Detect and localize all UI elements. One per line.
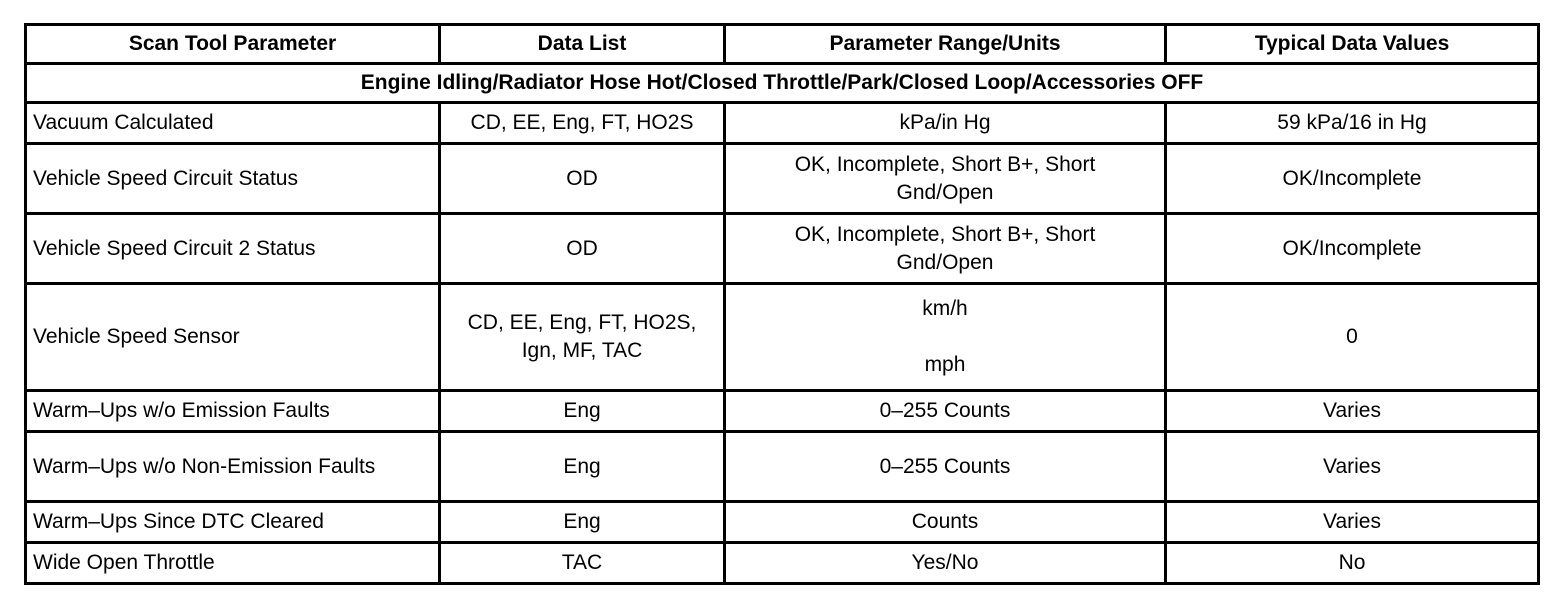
header-typical-data-values: Typical Data Values — [1166, 25, 1539, 64]
header-parameter-range-units: Parameter Range/Units — [725, 25, 1166, 64]
range-cell: 0–255 Counts — [725, 432, 1166, 502]
table-row — [26, 391, 1539, 432]
range-cell: OK, Incomplete, Short B+, Short Gnd/Open — [725, 214, 1166, 284]
data-list-cell: Eng — [440, 502, 725, 543]
table-row — [26, 103, 1539, 144]
range-cell: Counts — [725, 502, 1166, 543]
typical-cell: Varies — [1166, 391, 1539, 432]
range-unit-imperial: mph — [924, 353, 966, 376]
param-cell: Warm–Ups Since DTC Cleared — [26, 502, 440, 543]
param-cell: Vehicle Speed Sensor — [26, 284, 440, 391]
range-cell: 0–255 Counts — [725, 391, 1166, 432]
param-cell: Vacuum Calculated — [26, 103, 440, 144]
range-cell — [725, 284, 1166, 391]
data-list-cell: CD, EE, Eng, FT, HO2S, Ign, MF, TAC — [440, 284, 725, 391]
typical-cell: OK/Incomplete — [1166, 144, 1539, 214]
table-row — [26, 214, 1539, 284]
header-row — [26, 25, 1539, 64]
range-cell: OK, Incomplete, Short B+, Short Gnd/Open — [725, 144, 1166, 214]
typical-cell: 0 — [1166, 284, 1539, 391]
parameter-table — [24, 23, 1540, 585]
param-cell: Warm–Ups w/o Emission Faults — [26, 391, 440, 432]
typical-cell: 59 kPa/16 in Hg — [1166, 103, 1539, 144]
param-cell: Vehicle Speed Circuit Status — [26, 144, 440, 214]
typical-cell: Varies — [1166, 502, 1539, 543]
typical-cell: OK/Incomplete — [1166, 214, 1539, 284]
range-unit-metric: km/h — [922, 297, 968, 320]
table-row — [26, 543, 1539, 584]
data-list-cell: TAC — [440, 543, 725, 584]
data-list-cell: OD — [440, 214, 725, 284]
data-list-cell: Eng — [440, 432, 725, 502]
typical-cell: Varies — [1166, 432, 1539, 502]
range-cell: Yes/No — [725, 543, 1166, 584]
table-row — [26, 432, 1539, 502]
header-data-list: Data List — [440, 25, 725, 64]
param-cell: Wide Open Throttle — [26, 543, 440, 584]
data-list-cell: Eng — [440, 391, 725, 432]
header-scan-tool-parameter: Scan Tool Parameter — [26, 25, 440, 64]
operating-condition: Engine Idling/Radiator Hose Hot/Closed Throttle/Park/Closed Loop/Accessories OFF — [26, 64, 1539, 103]
data-list-cell: CD, EE, Eng, FT, HO2S — [440, 103, 725, 144]
data-list-cell: OD — [440, 144, 725, 214]
condition-row — [26, 64, 1539, 103]
param-cell: Vehicle Speed Circuit 2 Status — [26, 214, 440, 284]
table-row — [26, 144, 1539, 214]
table-row — [26, 502, 1539, 543]
param-cell: Warm–Ups w/o Non-Emission Faults — [26, 432, 440, 502]
range-cell: kPa/in Hg — [725, 103, 1166, 144]
typical-cell: No — [1166, 543, 1539, 584]
table-row — [26, 284, 1539, 391]
